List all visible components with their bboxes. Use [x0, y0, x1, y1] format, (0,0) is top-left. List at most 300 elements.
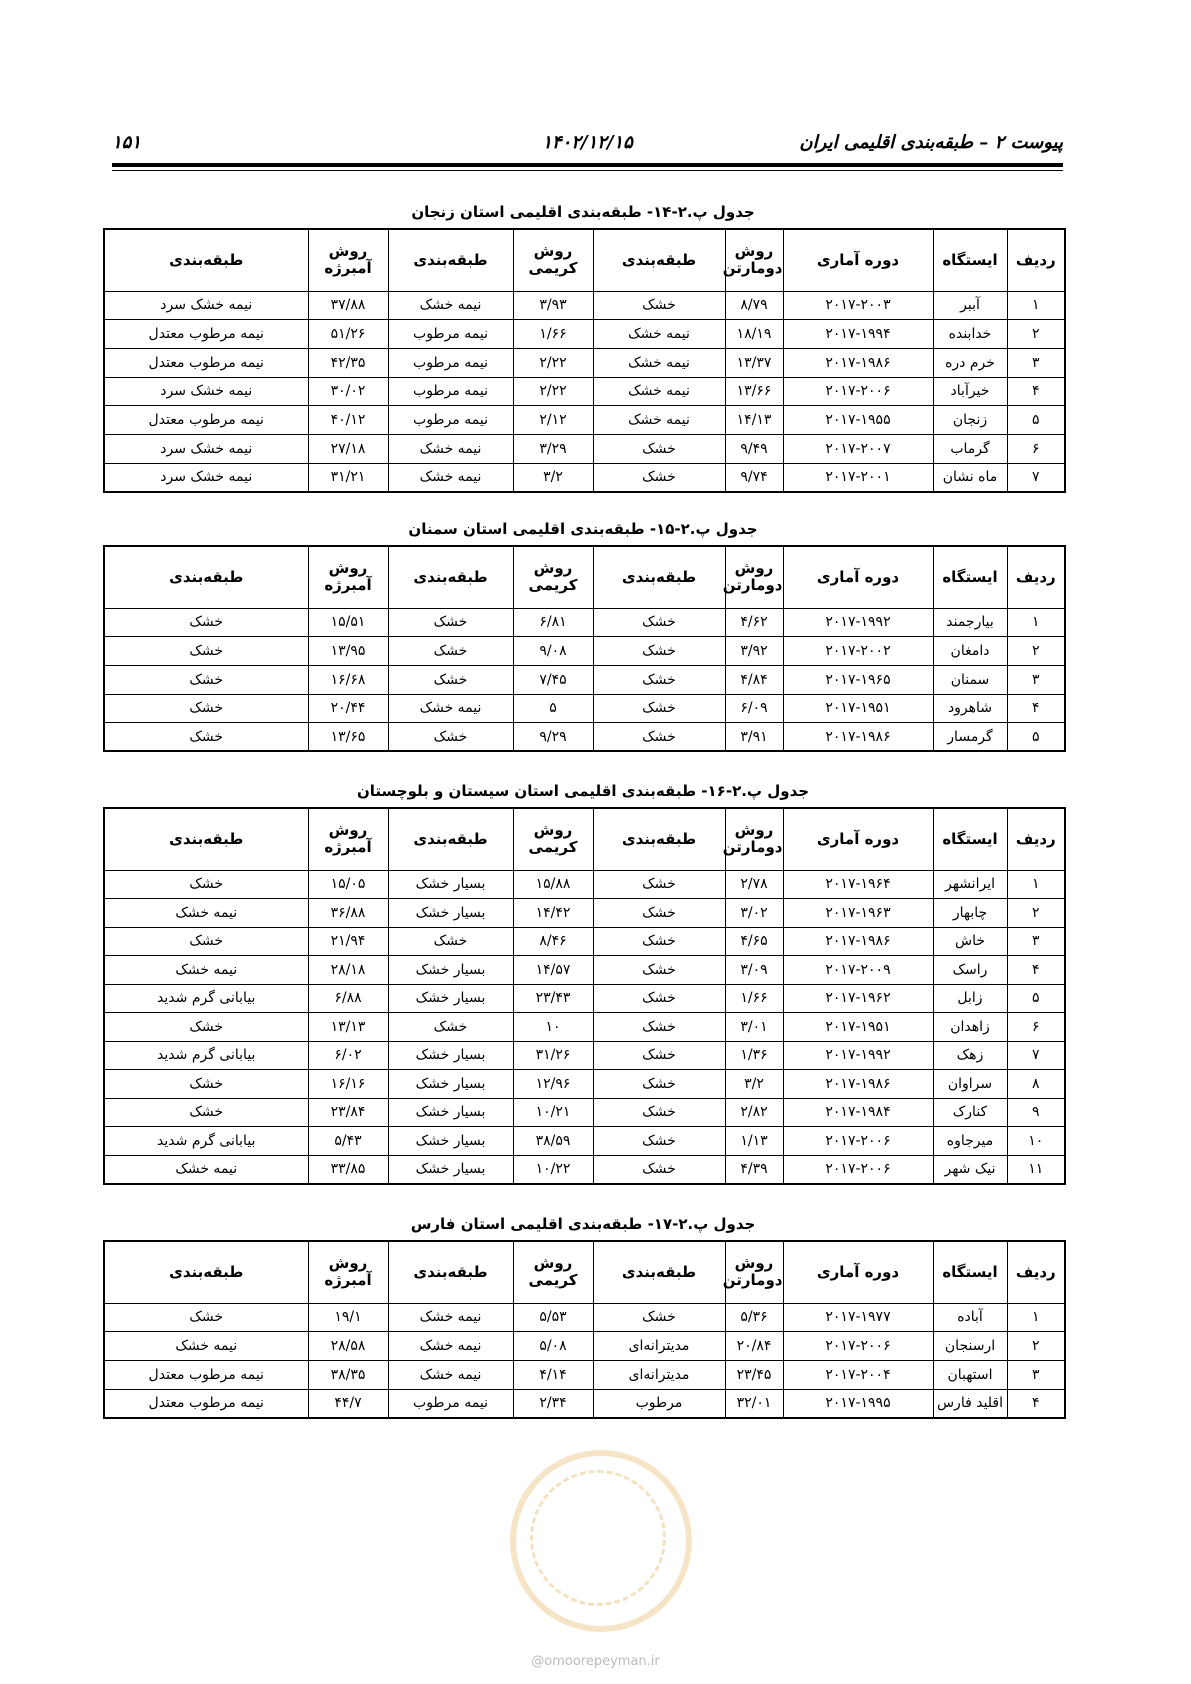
table-cell: ۱ [1007, 291, 1065, 320]
table-cell: نیمه خشک [388, 1360, 513, 1389]
table-cell: ۴ [1007, 377, 1065, 406]
table-cell: نیمه مرطوب معتدل [104, 1360, 308, 1389]
table-row [104, 377, 1065, 406]
column-header: ایستگاه [933, 1241, 1007, 1303]
table-cell: نیمه خشک [593, 377, 725, 406]
table-cell: نیمه خشک سرد [104, 463, 308, 492]
column-header: طبقه‌بندی [104, 229, 308, 291]
climate-table [103, 228, 1066, 493]
table-row [104, 927, 1065, 956]
table-cell: ۱۳/۹۵ [308, 637, 388, 666]
table-cell: ۲۰۱۷-۱۹۸۴ [783, 1098, 933, 1127]
table-row [104, 1127, 1065, 1156]
column-header: ردیف [1007, 808, 1065, 870]
table-cell: بیابانی گرم شدید [104, 1127, 308, 1156]
table-cell: نیمه مرطوب [388, 1389, 513, 1418]
table-cell: بسیار خشک [388, 984, 513, 1013]
table-cell: ۳۱/۲۶ [513, 1041, 593, 1070]
column-header: ردیف [1007, 1241, 1065, 1303]
table-cell: کنارک [933, 1098, 1007, 1127]
table-cell: ۱۰/۲۱ [513, 1098, 593, 1127]
watermark-seal-inner [530, 1470, 666, 1606]
column-header: روش دومارتن [725, 546, 783, 608]
table-cell: خشک [593, 637, 725, 666]
table-cell: ۳۰/۰۲ [308, 377, 388, 406]
page-number: ۱۵۱ [112, 132, 142, 153]
table-cell: نیمه مرطوب [388, 320, 513, 349]
table-cell: خشک [593, 291, 725, 320]
table-cell: خشک [593, 1155, 725, 1184]
table-cell: چابهار [933, 899, 1007, 928]
table-cell: ۴ [1007, 956, 1065, 985]
table-cell: نیمه خشک [388, 291, 513, 320]
table-cell: بسیار خشک [388, 956, 513, 985]
column-header: ایستگاه [933, 808, 1007, 870]
table-cell: بسیار خشک [388, 1041, 513, 1070]
table-cell: دامغان [933, 637, 1007, 666]
table-cell: ۱۶/۱۶ [308, 1070, 388, 1099]
table-cell: ۱۲/۹۶ [513, 1070, 593, 1099]
table-cell: ۴۴/۷ [308, 1389, 388, 1418]
table-cell: ۲۰۱۷-۱۹۹۲ [783, 1041, 933, 1070]
table-cell: ۹ [1007, 1098, 1065, 1127]
table-cell: بیابانی گرم شدید [104, 984, 308, 1013]
table-cell: خشک [593, 723, 725, 752]
table-cell: ۱۱ [1007, 1155, 1065, 1184]
table-cell: ۲۰۱۷-۱۹۸۶ [783, 927, 933, 956]
table-cell: نیمه خشک [388, 1303, 513, 1332]
table-cell: زاهدان [933, 1013, 1007, 1042]
table-caption: جدول پ.۲-۱۶- طبقه‌بندی اقلیمی استان سیستان و بلوچستان [356, 782, 810, 800]
table-cell: ۲۰۱۷-۲۰۰۶ [783, 1332, 933, 1361]
table-cell: نیمه خشک [593, 406, 725, 435]
table-cell: ۵ [1007, 723, 1065, 752]
table-cell: نیمه خشک [104, 1155, 308, 1184]
column-header: دوره آماری [783, 808, 933, 870]
table-cell: خیرآباد [933, 377, 1007, 406]
table-cell: ۱۴/۵۷ [513, 956, 593, 985]
column-header: طبقه‌بندی [104, 1241, 308, 1303]
table-cell: نیمه خشک [593, 320, 725, 349]
table-row [104, 637, 1065, 666]
table-cell: ۳ [1007, 1360, 1065, 1389]
table-cell: ۲/۲۲ [513, 377, 593, 406]
table-cell: ۵/۳۶ [725, 1303, 783, 1332]
column-header: روش کریمی [513, 808, 593, 870]
table-cell: ۳ [1007, 348, 1065, 377]
table-cell: خشک [104, 870, 308, 899]
table-cell: خشک [593, 463, 725, 492]
table-row [104, 1303, 1065, 1332]
table-cell: ۹/۷۴ [725, 463, 783, 492]
table-cell: ۲ [1007, 320, 1065, 349]
column-header: ایستگاه [933, 546, 1007, 608]
table-cell: بسیار خشک [388, 899, 513, 928]
table-row [104, 348, 1065, 377]
table-cell: مدیترانه‌ای [593, 1332, 725, 1361]
table-cell: ۲۸/۱۸ [308, 956, 388, 985]
table-cell: ۱۵/۵۱ [308, 608, 388, 637]
table-cell: ۵ [513, 694, 593, 723]
table-cell: ۳۳/۸۵ [308, 1155, 388, 1184]
footer-watermark-text: @omoorepeyman.ir [531, 1654, 660, 1669]
table-cell: خشک [593, 1041, 725, 1070]
table-cell: ۲۰۱۷-۱۹۹۲ [783, 608, 933, 637]
table-cell: ۲/۱۲ [513, 406, 593, 435]
table-cell: ۳/۹۱ [725, 723, 783, 752]
table-cell: ۲۰۱۷-۲۰۰۷ [783, 434, 933, 463]
column-header: ردیف [1007, 546, 1065, 608]
table-cell: ۱۶/۶۸ [308, 665, 388, 694]
table-cell: ۳/۲ [725, 1070, 783, 1099]
table-cell: ۴/۶۵ [725, 927, 783, 956]
column-header: طبقه‌بندی [104, 808, 308, 870]
table-cell: ۲۰/۴۴ [308, 694, 388, 723]
table-cell: ۲۰۱۷-۲۰۰۶ [783, 1155, 933, 1184]
table-cell: خشک [104, 1013, 308, 1042]
table-cell: ۳/۰۹ [725, 956, 783, 985]
table-cell: میرجاوه [933, 1127, 1007, 1156]
table-cell: ۲/۲۲ [513, 348, 593, 377]
table-cell: نیمه خشک [388, 694, 513, 723]
table-cell: خشک [593, 1098, 725, 1127]
table-cell: ۳/۲ [513, 463, 593, 492]
table-cell: ۳ [1007, 927, 1065, 956]
column-header: طبقه‌بندی [388, 1241, 513, 1303]
table-row [104, 320, 1065, 349]
table-cell: ۶/۰۲ [308, 1041, 388, 1070]
column-header: طبقه‌بندی [388, 229, 513, 291]
table-cell: ۲۰۱۷-۲۰۰۲ [783, 637, 933, 666]
table-row [104, 984, 1065, 1013]
table-cell: خشک [388, 1013, 513, 1042]
column-header: روش آمبرژه [308, 808, 388, 870]
table-cell: بیابانی گرم شدید [104, 1041, 308, 1070]
table-cell: ۴۰/۱۲ [308, 406, 388, 435]
column-header: دوره آماری [783, 229, 933, 291]
table-cell: بسیار خشک [388, 1098, 513, 1127]
table-cell: نیمه مرطوب معتدل [104, 406, 308, 435]
table-row [104, 665, 1065, 694]
table-cell: ۲/۳۴ [513, 1389, 593, 1418]
table-cell: ۵/۰۸ [513, 1332, 593, 1361]
table-row [104, 956, 1065, 985]
table-cell: ۲۰/۸۴ [725, 1332, 783, 1361]
table-cell: ۳۸/۳۵ [308, 1360, 388, 1389]
table-cell: نیمه خشک سرد [104, 377, 308, 406]
table-cell: نیمه مرطوب معتدل [104, 1389, 308, 1418]
table-cell: ۸/۷۹ [725, 291, 783, 320]
header-date: ۱۴۰۲/۱۲/۱۵ [542, 132, 633, 153]
table-cell: ۴/۸۴ [725, 665, 783, 694]
table-cell: خشک [593, 927, 725, 956]
table-cell: خشک [388, 927, 513, 956]
table-cell: ۱ [1007, 870, 1065, 899]
table-row [104, 608, 1065, 637]
table-cell: ۳/۹۳ [513, 291, 593, 320]
table-cell: ۲۰۱۷-۲۰۰۴ [783, 1360, 933, 1389]
table-cell: ۲۳/۸۴ [308, 1098, 388, 1127]
table-cell: ۲ [1007, 899, 1065, 928]
table-cell: ۶/۸۸ [308, 984, 388, 1013]
table-cell: نیمه مرطوب معتدل [104, 320, 308, 349]
table-cell: سمنان [933, 665, 1007, 694]
table-cell: بسیار خشک [388, 1070, 513, 1099]
table-cell: نیمه مرطوب [388, 406, 513, 435]
table-cell: ۱۳/۳۷ [725, 348, 783, 377]
table-cell: خشک [593, 1127, 725, 1156]
table-cell: ۲۰۱۷-۱۹۷۷ [783, 1303, 933, 1332]
table-cell: خشک [104, 927, 308, 956]
table-row [104, 1098, 1065, 1127]
table-cell: ایرانشهر [933, 870, 1007, 899]
table-cell: ۲۰۱۷-۱۹۶۴ [783, 870, 933, 899]
table-cell: ۱۸/۱۹ [725, 320, 783, 349]
table-cell: ۵/۴۳ [308, 1127, 388, 1156]
table-cell: ۱۳/۱۳ [308, 1013, 388, 1042]
table-cell: نیمه خشک سرد [104, 434, 308, 463]
table-row [104, 723, 1065, 752]
table-cell: سراوان [933, 1070, 1007, 1099]
table-cell: ۱ [1007, 1303, 1065, 1332]
column-header: روش آمبرژه [308, 1241, 388, 1303]
table-cell: خاش [933, 927, 1007, 956]
column-header: روش آمبرژه [308, 229, 388, 291]
table-cell: خشک [388, 665, 513, 694]
table-cell: ۱۳/۶۶ [725, 377, 783, 406]
table-cell: خشک [593, 1303, 725, 1332]
table-cell: ۳/۲۹ [513, 434, 593, 463]
table-cell: خشک [593, 434, 725, 463]
table-cell: ۲/۷۸ [725, 870, 783, 899]
table-cell: ۲/۸۲ [725, 1098, 783, 1127]
table-cell: ۴ [1007, 1389, 1065, 1418]
table-cell: خشک [104, 1070, 308, 1099]
column-header: دوره آماری [783, 1241, 933, 1303]
table-cell: زنجان [933, 406, 1007, 435]
table-cell: خشک [593, 694, 725, 723]
table-cell: ۵۱/۲۶ [308, 320, 388, 349]
table-row [104, 1041, 1065, 1070]
table-cell: ۲۰۱۷-۱۹۵۵ [783, 406, 933, 435]
table-cell: نیمه خشک [593, 348, 725, 377]
column-header: طبقه‌بندی [593, 546, 725, 608]
table-cell: ۹/۴۹ [725, 434, 783, 463]
table-cell: ۵/۵۳ [513, 1303, 593, 1332]
climate-table [103, 807, 1066, 1185]
table-cell: ۱۵/۸۸ [513, 870, 593, 899]
table-cell: ۱/۳۶ [725, 1041, 783, 1070]
table-cell: آباده [933, 1303, 1007, 1332]
table-cell: ۲۰۱۷-۱۹۹۵ [783, 1389, 933, 1418]
table-cell: گرمسار [933, 723, 1007, 752]
table-cell: ۴/۶۲ [725, 608, 783, 637]
table-cell: ارسنجان [933, 1332, 1007, 1361]
table-cell: ۱/۶۶ [725, 984, 783, 1013]
header-rule [112, 163, 1063, 167]
table-cell: نیمه خشک [104, 899, 308, 928]
table-cell: ۷ [1007, 463, 1065, 492]
table-cell: ۲۰۱۷-۲۰۰۶ [783, 1127, 933, 1156]
table-cell: ۴/۳۹ [725, 1155, 783, 1184]
table-cell: ۴/۱۴ [513, 1360, 593, 1389]
table-cell: ۳۶/۸۸ [308, 899, 388, 928]
table-cell: ۹/۰۸ [513, 637, 593, 666]
table-cell: بسیار خشک [388, 1127, 513, 1156]
table-cell: ۱۴/۱۳ [725, 406, 783, 435]
table-cell: بسیار خشک [388, 870, 513, 899]
table-cell: بسیار خشک [388, 1155, 513, 1184]
table-cell: ۲ [1007, 1332, 1065, 1361]
table-cell: ۶ [1007, 1013, 1065, 1042]
table-cell: ۸ [1007, 1070, 1065, 1099]
table-caption: جدول پ.۲-۱۷- طبقه‌بندی اقلیمی استان فارس [410, 1215, 756, 1233]
column-header: ایستگاه [933, 229, 1007, 291]
column-header: طبقه‌بندی [593, 229, 725, 291]
table-cell: ۲۰۱۷-۱۹۵۱ [783, 1013, 933, 1042]
table-cell: خشک [593, 1013, 725, 1042]
table-cell: ۱۰/۲۲ [513, 1155, 593, 1184]
table-cell: ۲۰۱۷-۲۰۰۳ [783, 291, 933, 320]
table-cell: نیمه خشک [388, 463, 513, 492]
table-cell: ۵ [1007, 406, 1065, 435]
table-cell: نیمه مرطوب [388, 377, 513, 406]
table-row [104, 1070, 1065, 1099]
table-cell: اقلید فارس [933, 1389, 1007, 1418]
table-cell: ۲۰۱۷-۱۹۶۵ [783, 665, 933, 694]
column-header: روش کریمی [513, 546, 593, 608]
table-cell: استهبان [933, 1360, 1007, 1389]
table-row [104, 899, 1065, 928]
column-header: روش دومارتن [725, 229, 783, 291]
table-cell: ۳/۰۱ [725, 1013, 783, 1042]
column-header: طبقه‌بندی [104, 546, 308, 608]
table-cell: ۳۲/۰۱ [725, 1389, 783, 1418]
table-cell: خشک [104, 665, 308, 694]
table-row [104, 291, 1065, 320]
table-cell: خشک [104, 1303, 308, 1332]
table-caption: جدول پ.۲-۱۴- طبقه‌بندی اقلیمی استان زنجان [411, 203, 755, 221]
table-cell: خشک [104, 694, 308, 723]
table-row [104, 870, 1065, 899]
table-cell: آببر [933, 291, 1007, 320]
table-cell: نیمه خشک [388, 434, 513, 463]
column-header: طبقه‌بندی [593, 1241, 725, 1303]
table-cell: ۳۸/۵۹ [513, 1127, 593, 1156]
table-cell: خشک [593, 1070, 725, 1099]
table-cell: ۹/۲۹ [513, 723, 593, 752]
table-cell: ۱/۱۳ [725, 1127, 783, 1156]
table-cell: نیمه خشک سرد [104, 291, 308, 320]
table-cell: ۵ [1007, 984, 1065, 1013]
table-cell: ۲۸/۵۸ [308, 1332, 388, 1361]
table-cell: ۲۰۱۷-۱۹۸۶ [783, 1070, 933, 1099]
table-row [104, 1332, 1065, 1361]
table-cell: ۲۳/۴۳ [513, 984, 593, 1013]
table-row [104, 463, 1065, 492]
table-row [104, 434, 1065, 463]
table-cell: خشک [388, 723, 513, 752]
table-cell: ۸/۴۶ [513, 927, 593, 956]
table-cell: ۲۰۱۷-۱۹۵۱ [783, 694, 933, 723]
table-cell: ۱۵/۰۵ [308, 870, 388, 899]
climate-table [103, 545, 1066, 752]
table-cell: ۱۳/۶۵ [308, 723, 388, 752]
table-cell: مدیترانه‌ای [593, 1360, 725, 1389]
table-cell: ۲۷/۱۸ [308, 434, 388, 463]
table-cell: ماه نشان [933, 463, 1007, 492]
table-cell: ۷/۴۵ [513, 665, 593, 694]
header-title: پیوست ۲ – طبقه‌بندی اقلیمی ایران [799, 132, 1063, 153]
table-cell: نیمه خشک [104, 1332, 308, 1361]
table-cell: ۲۰۱۷-۱۹۶۲ [783, 984, 933, 1013]
table-cell: خشک [104, 637, 308, 666]
table-cell: شاهرود [933, 694, 1007, 723]
table-row [104, 1389, 1065, 1418]
table-cell: ۶/۰۹ [725, 694, 783, 723]
table-cell: ۳۷/۸۸ [308, 291, 388, 320]
table-cell: ۱۴/۴۲ [513, 899, 593, 928]
table-cell: ۲۰۱۷-۱۹۸۶ [783, 723, 933, 752]
table-cell: راسک [933, 956, 1007, 985]
table-cell: ۱۹/۱ [308, 1303, 388, 1332]
table-cell: ۲ [1007, 637, 1065, 666]
table-cell: خرم دره [933, 348, 1007, 377]
table-row [104, 406, 1065, 435]
table-cell: خشک [593, 984, 725, 1013]
table-cell: ۲۰۱۷-۱۹۹۴ [783, 320, 933, 349]
climate-table [103, 1240, 1066, 1419]
table-cell: خشک [593, 899, 725, 928]
table-cell: ۱ [1007, 608, 1065, 637]
table-cell: ۳۱/۲۱ [308, 463, 388, 492]
table-cell: خشک [593, 956, 725, 985]
table-cell: نیمه خشک [104, 956, 308, 985]
table-cell: خشک [104, 608, 308, 637]
table-cell: ۲۰۱۷-۲۰۰۱ [783, 463, 933, 492]
table-row [104, 1360, 1065, 1389]
table-cell: خشک [593, 665, 725, 694]
table-cell: خشک [593, 870, 725, 899]
table-cell: ۱/۶۶ [513, 320, 593, 349]
table-cell: خشک [104, 723, 308, 752]
header-rule-thin [112, 170, 1063, 171]
table-cell: زابل [933, 984, 1007, 1013]
table-cell: ۶ [1007, 434, 1065, 463]
table-cell: ۲۰۱۷-۲۰۰۶ [783, 377, 933, 406]
table-row [104, 694, 1065, 723]
table-cell: خشک [104, 1098, 308, 1127]
table-cell: نیمه مرطوب معتدل [104, 348, 308, 377]
table-cell: ۴۲/۳۵ [308, 348, 388, 377]
table-cell: ۳ [1007, 665, 1065, 694]
table-cell: ۴ [1007, 694, 1065, 723]
column-header: روش کریمی [513, 1241, 593, 1303]
table-cell: خشک [388, 608, 513, 637]
table-row [104, 1155, 1065, 1184]
column-header: طبقه‌بندی [593, 808, 725, 870]
column-header: روش آمبرژه [308, 546, 388, 608]
table-cell: خشک [388, 637, 513, 666]
table-cell: خدابنده [933, 320, 1007, 349]
table-row [104, 1013, 1065, 1042]
column-header: روش دومارتن [725, 808, 783, 870]
table-cell: خشک [593, 608, 725, 637]
table-cell: ۳/۰۲ [725, 899, 783, 928]
table-cell: بیارجمند [933, 608, 1007, 637]
column-header: طبقه‌بندی [388, 546, 513, 608]
table-cell: ۱۰ [1007, 1127, 1065, 1156]
